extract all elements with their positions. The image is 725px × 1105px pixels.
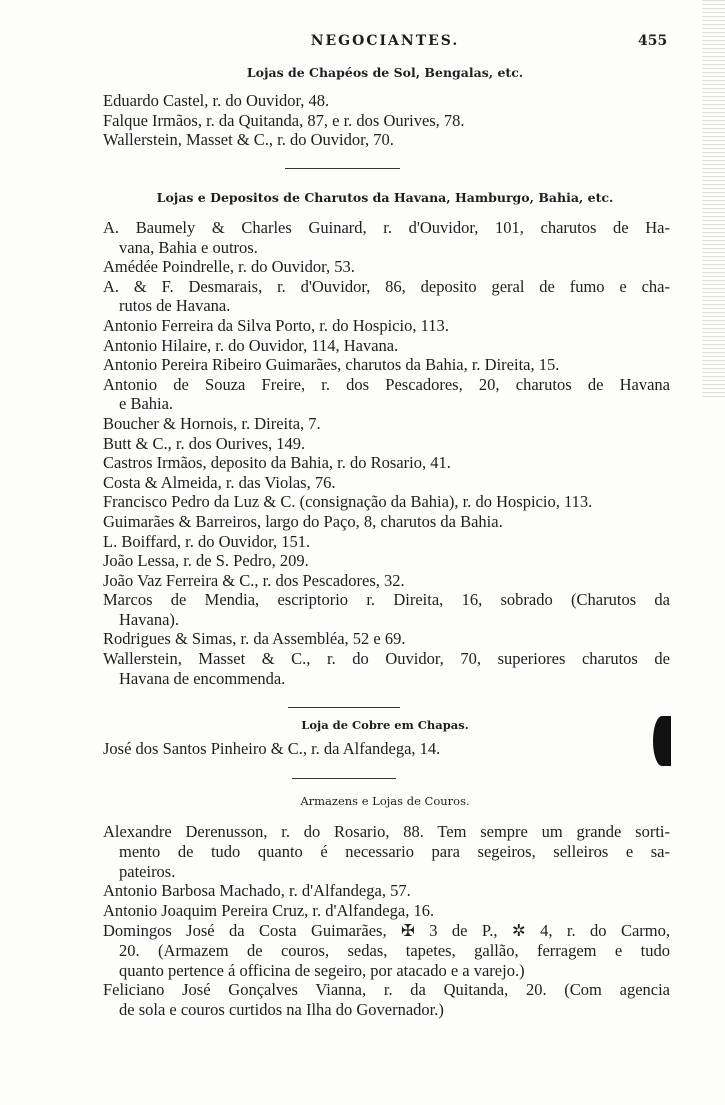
entry-line: Alexandre Derenusson, r. do Rosario, 88. Tem sempre um grande sorti- <box>103 822 670 841</box>
directory-entry <box>103 434 670 454</box>
entry-continuation-line: de sola e couros curtidos na Ilha do Governador.) <box>119 1000 444 1020</box>
section-heading-copper: Loja de Cobre em Chapas. <box>301 718 469 732</box>
entry-continuation-line: vana, Bahia e outros. <box>119 237 258 257</box>
entry-line: Amédée Poindrelle, r. do Ouvidor, 53. <box>103 257 355 277</box>
directory-entry <box>103 277 670 316</box>
entry-line: Guimarães & Barreiros, largo do Paço, 8, charutos da Bahia. <box>103 511 503 531</box>
directory-entry <box>103 629 670 649</box>
running-title: NEGOCIANTES. <box>310 33 460 49</box>
directory-entry <box>103 739 670 759</box>
entry-continuation-line: Havana). <box>119 609 180 629</box>
entry-line: Francisco Pedro da Luz & C. (consignação da Bahia), r. do Hospicio, 113. <box>103 492 593 512</box>
entry-line: L. Boiffard, r. do Ouvidor, 151. <box>103 531 311 551</box>
entry-line: Rodrigues & Simas, r. da Assembléa, 52 e 69. <box>103 629 406 649</box>
entry-continuation-line: e Bahia. <box>119 394 174 414</box>
directory-entry <box>103 375 670 414</box>
entry-line: Wallerstein, Masset & C., r. do Ouvidor, 70. <box>103 130 394 150</box>
directory-entry <box>103 571 670 591</box>
directory-entry <box>103 453 670 473</box>
directory-entry <box>103 257 670 277</box>
directory-entry <box>103 316 670 336</box>
entry-line: Antonio Barbosa Machado, r. d'Alfandega, 57. <box>103 881 411 901</box>
section-entries-leather <box>103 822 670 1020</box>
directory-entry <box>103 492 670 512</box>
entry-continuation-line: pateiros. <box>119 861 176 881</box>
directory-entry <box>103 512 670 532</box>
directory-entry <box>103 590 670 629</box>
entry-continuation-line: rutos de Havana. <box>119 296 231 316</box>
entry-continuation-line: Havana de encommenda. <box>119 668 286 688</box>
section-entries-umbrellas <box>103 91 670 150</box>
entry-continuation-line: mento de tudo quanto é necessario para segeiros, selleiros e sa- <box>119 841 670 861</box>
section-entries-cigars <box>103 218 670 688</box>
page-number: 455 <box>638 33 668 49</box>
directory-entry <box>103 91 670 111</box>
directory-entry <box>103 551 670 571</box>
entry-line: Falque Irmãos, r. da Quitanda, 87, e r. dos Ourives, 78. <box>103 110 465 130</box>
section-divider <box>288 707 400 708</box>
entry-line: Marcos de Mendia, escriptorio r. Direita, 16, sobrado (Charutos da <box>103 590 670 610</box>
directory-entry <box>103 532 670 552</box>
directory-entry <box>103 473 670 493</box>
entry-line: Domingos José da Costa Guimarães, ✠ 3 de P., ✲ 4, r. do Carmo, <box>103 920 670 940</box>
section-divider <box>292 778 396 779</box>
entry-line: João Lessa, r. de S. Pedro, 209. <box>103 551 309 571</box>
entry-line: Boucher & Hornois, r. Direita, 7. <box>103 413 321 433</box>
entry-line: Castros Irmãos, deposito da Bahia, r. do Rosario, 41. <box>103 453 451 473</box>
directory-entry <box>103 414 670 434</box>
entry-line: Antonio Pereira Ribeiro Guimarães, charutos da Bahia, r. Direita, 15. <box>103 355 560 375</box>
entry-line: Costa & Almeida, r. das Violas, 76. <box>103 472 336 492</box>
section-divider <box>285 168 400 169</box>
entry-line: A. & F. Desmarais, r. d'Ouvidor, 86, deposito geral de fumo e cha- <box>103 276 670 296</box>
section-entries-copper <box>103 739 670 759</box>
directory-entry <box>103 980 670 1020</box>
directory-entry <box>103 881 670 901</box>
entry-line: João Vaz Ferreira & C., r. dos Pescadores, 32. <box>103 570 405 590</box>
section-heading-umbrellas: Lojas de Chapéos de Sol, Bengalas, etc. <box>246 65 524 80</box>
directory-entry <box>103 111 670 131</box>
directory-entry <box>103 649 670 688</box>
directory-entry <box>103 822 670 881</box>
directory-entry <box>103 336 670 356</box>
entry-line: Antonio de Souza Freire, r. dos Pescadores, 20, charutos de Havana <box>103 374 670 394</box>
entry-line: Antonio Ferreira da Silva Porto, r. do Hospicio, 113. <box>103 315 449 335</box>
entry-line: Antonio Joaquim Pereira Cruz, r. d'Alfandega, 16. <box>103 901 435 921</box>
entry-continuation-line: 20. (Armazem de couros, sedas, tapetes, gallão, ferragem e tudo <box>119 940 670 960</box>
entry-line: Feliciano José Gonçalves Vianna, r. da Quitanda, 20. (Com agencia <box>103 980 670 1000</box>
directory-entry <box>103 901 670 921</box>
entry-line: Antonio Hilaire, r. do Ouvidor, 114, Havana. <box>103 335 399 355</box>
entry-line: Wallerstein, Masset & C., r. do Ouvidor, 70, superiores charutos de <box>103 649 670 669</box>
entry-line: A. Baumely & Charles Guinard, r. d'Ouvidor, 101, charutos de Ha- <box>103 218 670 237</box>
entry-continuation-line: quanto pertence á officina de segeiro, por atacado e a varejo.) <box>119 960 525 980</box>
directory-entry <box>103 355 670 375</box>
directory-entry <box>103 130 670 150</box>
entry-line: Eduardo Castel, r. do Ouvidor, 48. <box>103 91 330 110</box>
section-heading-cigars: Lojas e Depositos de Charutos da Havana, Hamburgo, Bahia, etc. <box>156 190 614 205</box>
section-heading-leather: Armazens e Lojas de Couros. <box>300 794 470 808</box>
directory-entry <box>103 218 670 257</box>
entry-line: Butt & C., r. dos Ourives, 149. <box>103 433 306 453</box>
entry-line: José dos Santos Pinheiro & C., r. da Alfandega, 14. <box>103 739 441 758</box>
directory-entry <box>103 921 670 980</box>
